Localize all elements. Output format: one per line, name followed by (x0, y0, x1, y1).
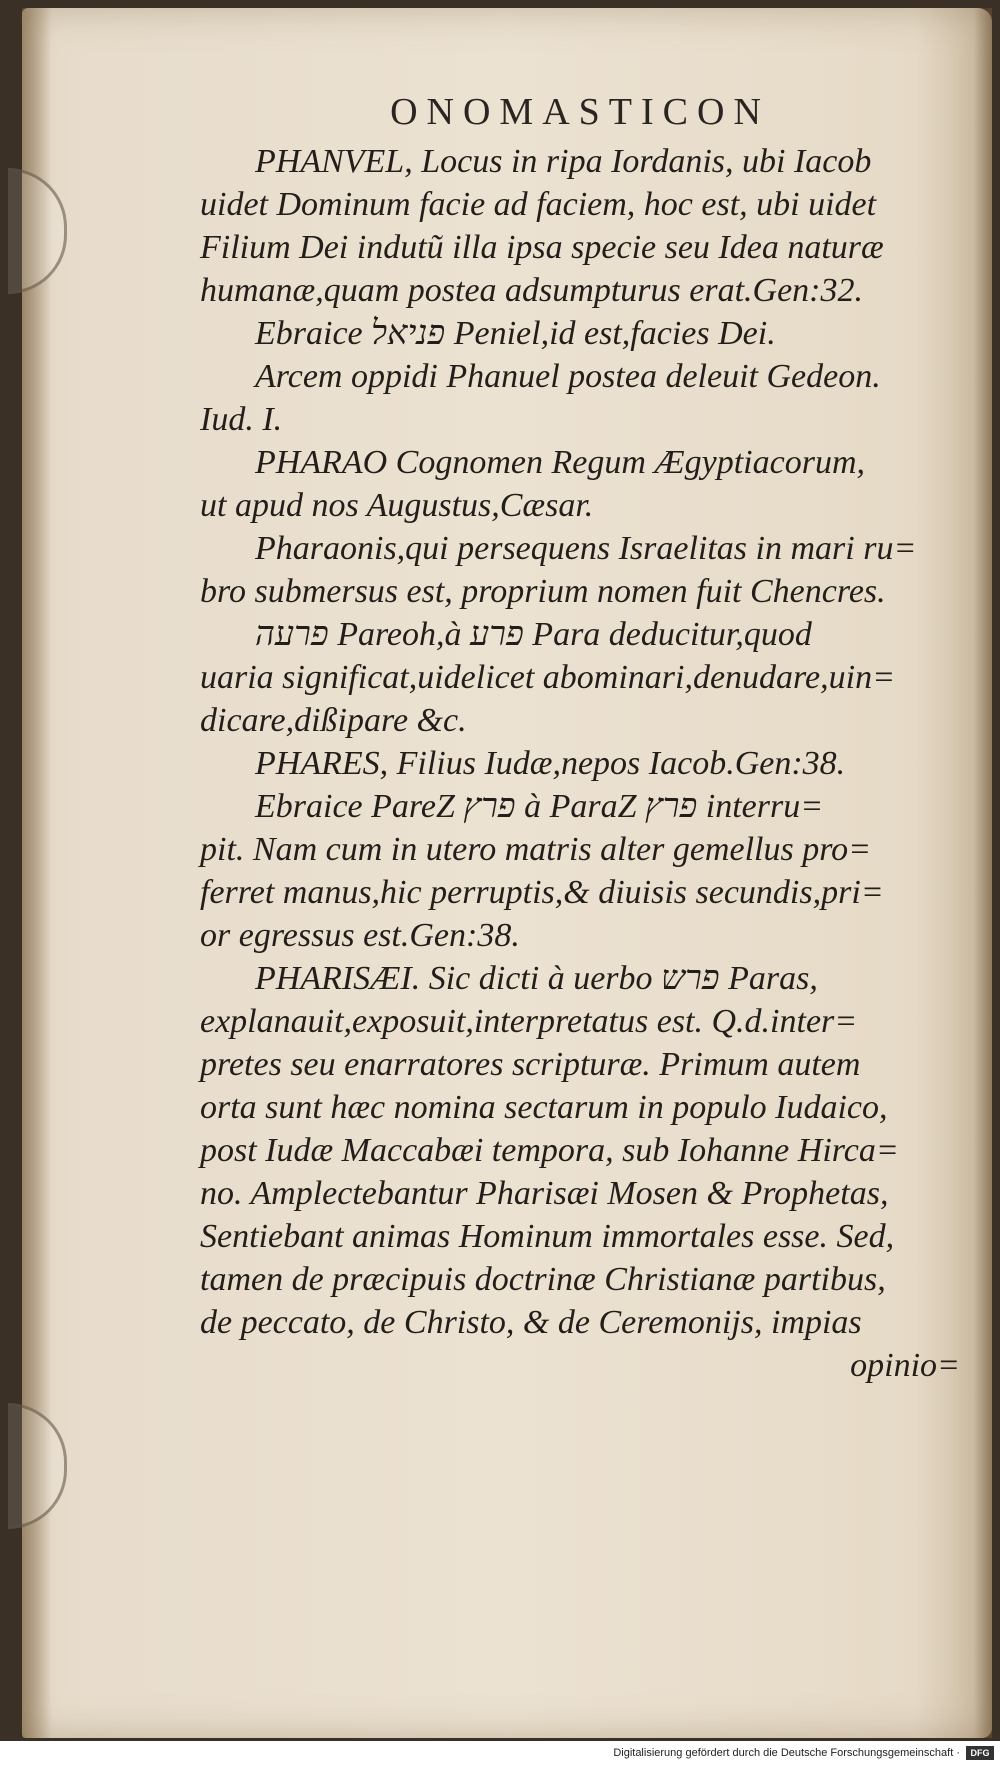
text-line: uaria significat,uidelicet abominari,denudare,uin= (200, 659, 896, 696)
text-line: pit. Nam cum in utero matris alter gemellus pro= (200, 831, 872, 868)
text-line: no. Amplectebantur Pharisæi Mosen & Prophetas, (200, 1175, 889, 1212)
text-line: or egressus est.Gen:38. (200, 917, 520, 954)
text-line: PHARISÆI. Sic dicti à uerbo פרש Paras, (255, 960, 818, 997)
text-line: explanauit,exposuit,interpretatus est. Q.d.inter= (200, 1003, 858, 1040)
page-clip-top (8, 168, 67, 294)
text-line: opinio= (850, 1347, 960, 1384)
text-line: PHANVEL, Locus in ripa Iordanis, ubi Iacob (255, 143, 872, 180)
text-line: PHARAO Cognomen Regum Ægyptiacorum, (255, 444, 866, 481)
text-line: Filium Dei indutũ illa ipsa specie seu Idea naturæ (200, 229, 884, 266)
text-line: de peccato, de Christo, & de Ceremonijs, impias (200, 1304, 862, 1341)
running-title: ONOMASTICON (390, 91, 770, 133)
page-edge (974, 8, 992, 1738)
page-clip-bottom (8, 1403, 67, 1529)
credit-text: Digitalisierung gefördert durch die Deutsche Forschungsgemeinschaft · (613, 1747, 960, 1759)
text-line: פרעה Pareoh,à פרע Para deducitur,quod (255, 616, 812, 653)
text-line: Pharaonis,qui persequens Israelitas in mari ru= (255, 530, 917, 567)
text-line: tamen de præcipuis doctrinæ Christianæ partibus, (200, 1261, 886, 1298)
text-line: Iud. I. (200, 401, 283, 438)
text-line: dicare,dißipare &c. (200, 702, 467, 739)
text-line: ferret manus,hic perruptis,& diuisis secundis,pri= (200, 874, 884, 911)
text-line: humanæ,quam postea adsumpturus erat.Gen:32. (200, 272, 863, 309)
text-line: PHARES, Filius Iudæ,nepos Iacob.Gen:38. (255, 745, 846, 782)
text-line: Arcem oppidi Phanuel postea deleuit Gedeon. (255, 358, 881, 395)
body-text (200, 140, 960, 1387)
text-line: orta sunt hæc nomina sectarum in populo Iudaico, (200, 1089, 888, 1126)
digitization-credit (0, 1741, 1000, 1765)
text-line: Ebraice פניאל Peniel,id est,facies Dei. (255, 315, 776, 352)
text-line: Sentiebant animas Hominum immortales esse. Sed, (200, 1218, 895, 1255)
text-line: bro submersus est, proprium nomen fuit Chencres. (200, 573, 886, 610)
text-line: pretes seu enarratores scripturæ. Primum autem (200, 1046, 861, 1083)
text-line: Ebraice PareZ פרץ à ParaZ פרץ interru= (255, 788, 824, 825)
text-line: post Iudæ Maccabæi tempora, sub Iohanne Hirca= (200, 1132, 899, 1169)
dfg-logo: DFG (966, 1746, 994, 1760)
text-line: uidet Dominum facie ad faciem, hoc est, ubi uidet (200, 186, 877, 223)
text-line: ut apud nos Augustus,Cæsar. (200, 487, 594, 524)
